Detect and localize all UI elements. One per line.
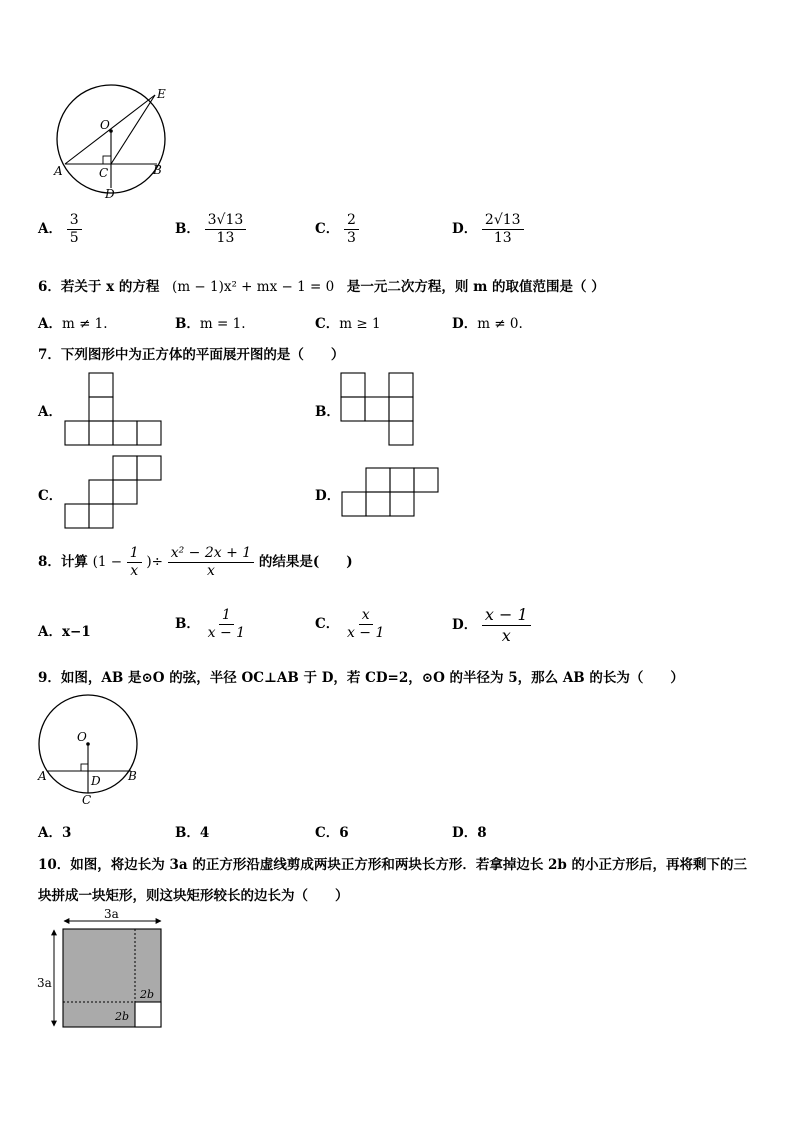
q9-stem: 9．如图，AB 是⊙O 的弦，半径 OC⊥AB 于 D，若 CD=2，⊙O 的半径为 5，那么 AB 的长为（ ） (38, 670, 684, 686)
q9-option-a[interactable]: A．3 (38, 825, 72, 841)
q8-option-d[interactable]: D． $\frac{x - 1}{x}$ (452, 605, 531, 646)
q7-option-a-label[interactable]: A． (38, 404, 62, 420)
q9-circle-figure (35, 694, 145, 809)
q6-option-b[interactable]: B．m = 1. (175, 316, 246, 332)
q9-option-b[interactable]: B．4 (175, 825, 210, 841)
q5-circle-figure (50, 82, 180, 202)
q9-label-c: C (82, 793, 92, 807)
q9-option-c[interactable]: C．6 (315, 825, 349, 841)
q10-square-figure (35, 905, 170, 1030)
q10-inner-label: 2b (140, 988, 155, 1001)
q6-stem: 6．若关于 x 的方程 (m − 1)x² + mx − 1 = 0 是一元二次方程，则 m 的取值范围是（ ） (38, 279, 605, 295)
q5-option-d[interactable]: D． $\frac{2√13}{13}$ (452, 212, 524, 247)
q10-bottom-label: 2b (115, 1010, 130, 1023)
q5-option-a[interactable]: A． $\frac{3}{5}$ (38, 212, 82, 247)
label-a: A (54, 164, 63, 178)
q7-option-d-label[interactable]: D． (315, 488, 341, 504)
q7-stem: 7．下列图形中为正方体的平面展开图的是（ ） (38, 347, 345, 363)
q9-option-d[interactable]: D．8 (452, 825, 487, 841)
q10-top-label: 3a (104, 907, 119, 921)
label-d: D (105, 187, 115, 201)
q9-label-o: O (77, 730, 87, 744)
q7-net-b[interactable] (340, 372, 415, 447)
label-b: B (153, 163, 162, 177)
q7-net-a[interactable] (63, 372, 163, 447)
label-e: E (157, 87, 166, 101)
q9-label-b: B (128, 769, 137, 783)
q6-option-d[interactable]: D．m ≠ 0. (452, 316, 523, 332)
q8-stem: 8．计算 (1 − $\frac{1}{x}$ )÷ $\frac{\text{x² − 2x + 1}}{x}$ 的结果是( ) (38, 545, 353, 579)
q9-label-a: A (38, 769, 47, 783)
q6-option-a[interactable]: A．m ≠ 1. (38, 316, 108, 332)
q8-option-c[interactable]: C． $\frac{x}{x - 1}$ (315, 607, 385, 641)
q6-option-c[interactable]: C．m ≥ 1 (315, 316, 381, 332)
q9-label-d: D (91, 774, 101, 788)
q8-option-a[interactable]: A．x−1 (38, 624, 91, 640)
q8-option-b[interactable]: B． $\frac{1}{x - 1}$ (175, 607, 246, 641)
label-o: O (100, 118, 110, 132)
q10-stem-line1: 10．如图，将边长为 3a 的正方形沿虚线剪成两块正方形和两块长方形．若拿掉边长 2b 的小正方形后，再将剩下的三 (38, 857, 748, 873)
q7-net-c[interactable] (63, 455, 163, 530)
q10-side-label: 3a (37, 976, 52, 990)
label-c: C (99, 166, 109, 180)
q5-option-b[interactable]: B． $\frac{3√13}{13}$ (175, 212, 246, 247)
q10-removed-square (135, 1002, 161, 1027)
q7-net-d[interactable] (340, 467, 440, 519)
q5-option-c[interactable]: C． $\frac{2}{3}$ (315, 212, 359, 247)
q10-stem-line2: 块拼成一块矩形，则这块矩形较长的边长为（ ） (38, 888, 349, 904)
q7-option-c-label[interactable]: C． (38, 488, 63, 504)
q7-option-b-label[interactable]: B． (315, 404, 340, 420)
q6-equation: (m − 1)x² + mx − 1 = 0 (172, 279, 335, 295)
